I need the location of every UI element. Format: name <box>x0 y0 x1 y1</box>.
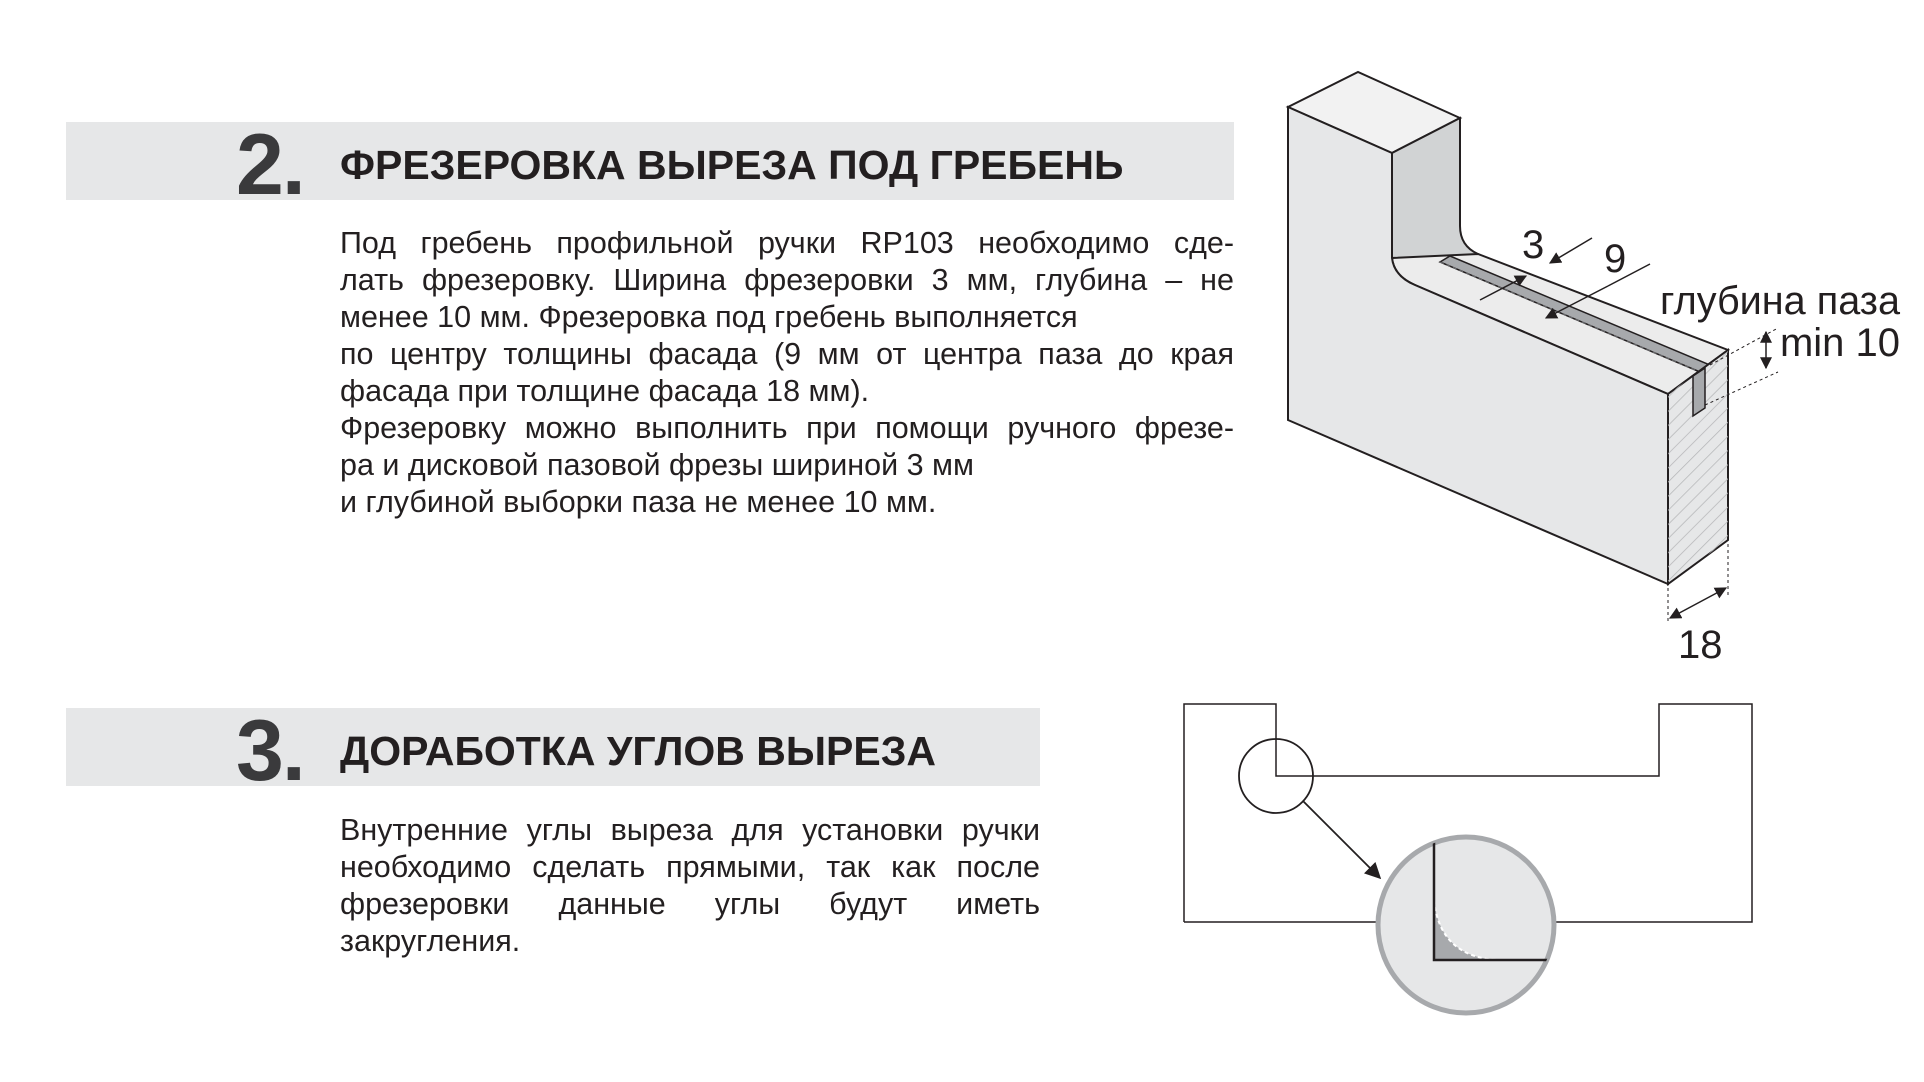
section-2-line: ра и дисковой пазовой фрезы шириной 3 мм <box>340 448 974 482</box>
section-3-title: ДОРАБОТКА УГЛОВ ВЫРЕЗА <box>340 728 937 774</box>
section-2-title: ФРЕЗЕРОВКА ВЫРЕЗА ПОД ГРЕБЕНЬ <box>340 142 1124 188</box>
depth-label-line-1: глубина паза <box>1660 279 1901 323</box>
section-2-line: Под гребень профильной ручки RP103 необходимо сде- <box>340 226 1234 260</box>
depth-label-line-2: min 10 <box>1779 321 1900 365</box>
section-2-number: 2. <box>236 117 304 213</box>
section-2-line: фасада при толщине фасада 18 мм). <box>340 374 870 408</box>
section-3-line: закругления. <box>340 924 521 958</box>
section-3-line: Внутренние углы выреза для установки ручки <box>340 813 1040 847</box>
section-2-line: Фрезеровку можно выполнить при помощи ручного фрезе- <box>340 411 1234 445</box>
section-3-line: необходимо сделать прямыми, так как после <box>340 850 1040 884</box>
dim-panel-thickness: 18 <box>1678 623 1723 667</box>
zoom-arrow <box>1303 801 1380 878</box>
zoom-circle <box>1378 837 1554 1013</box>
section-3-line: фрезеровки данные углы будут иметь <box>340 887 1040 921</box>
cutout-corner-diagram <box>1184 704 1752 1013</box>
panel-isometric-diagram <box>1288 72 1901 667</box>
section-2-line: по центру толщины фасада (9 мм от центра паза до края <box>340 337 1234 371</box>
section-2-line: менее 10 мм. Фрезеровка под гребень выполняется <box>340 300 1078 334</box>
section-3-number: 3. <box>236 703 304 799</box>
dim-slot-offset: 9 <box>1604 237 1627 281</box>
dim-slot-width: 3 <box>1522 223 1545 267</box>
slot-end-cut <box>1693 368 1705 416</box>
section-2-line: и глубиной выборки паза не менее 10 мм. <box>340 485 937 519</box>
section-2-line: лать фрезеровку. Ширина фрезеровки 3 мм, глубина – не <box>340 263 1234 297</box>
